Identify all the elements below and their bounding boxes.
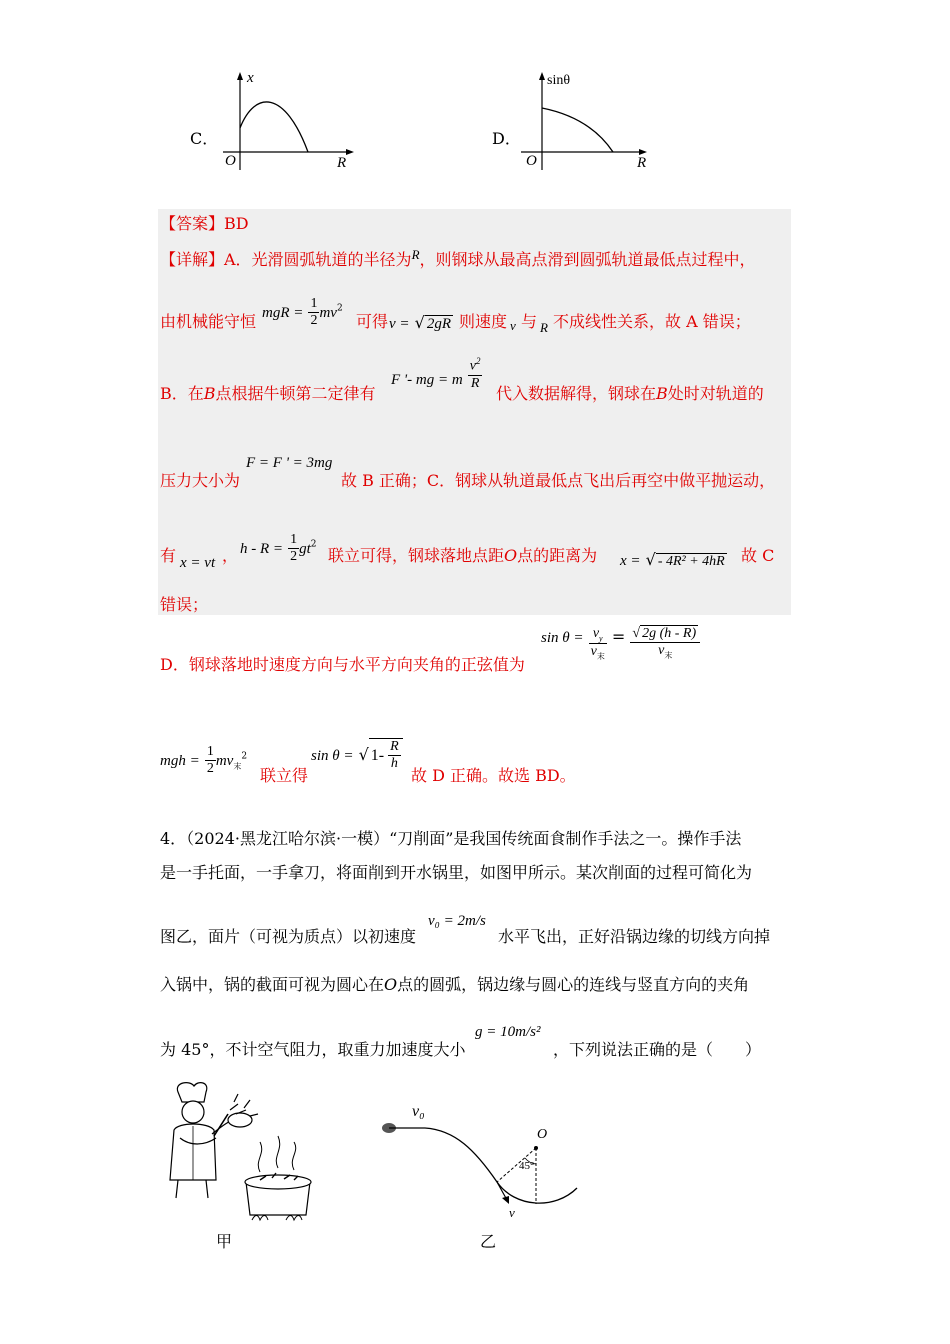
detail-line-1: 【详解】A．光滑圆弧轨道的半径为$^R$，则钢球从最高点滑到圆弧轨道最低点过程中， <box>160 247 756 269</box>
var-r: R <box>540 320 548 335</box>
detail-line-3a: B．在B点根据牛顿第二定律有 <box>160 384 376 403</box>
eq-horizontal: x = vt <box>180 555 216 571</box>
graph-d-y-label: sinθ <box>547 73 571 88</box>
trajectory-diagram <box>375 1100 585 1220</box>
eq-initial-velocity: v₀ = 2m/s <box>428 913 486 929</box>
question-line-3b: 水平飞出，正好沿锅边缘的切线方向掉 <box>498 927 771 946</box>
option-d-label: D． <box>492 129 521 148</box>
graph-d-x-label: R <box>637 155 647 171</box>
label-angle: 45° <box>519 1160 535 1172</box>
label-v0: v₀ <box>412 1103 425 1120</box>
graph-c-x-label: R <box>337 155 347 171</box>
question-line-2: 是一手托面，一手拿刀，将面削到开水锅里，如图甲所示。某次削面的过程可简化为 <box>160 863 753 882</box>
detail-line-2c: 则速度 <box>459 312 508 331</box>
question-line-1: 4．（2024·黑龙江哈尔滨·一模）“刀削面”是我国传统面食制作手法之一。操作手法 <box>160 829 742 848</box>
eq-distance: x = √ - 4R² + 4hR <box>620 550 725 569</box>
detail-line-2e: 不成线性关系，故 A 错误； <box>553 312 751 331</box>
detail-line-7: D．钢球落地时速度方向与水平方向夹角的正弦值为 <box>160 655 525 674</box>
eq-energy-2: mgh = $\frac{1}{2}$ $mv_末^2$ <box>160 744 248 776</box>
figure-yi-label: 乙 <box>480 1232 497 1251</box>
detail-line-2d: 与 <box>521 312 538 331</box>
option-c-label: C． <box>190 129 219 148</box>
detail-line-3b: 代入数据解得，钢球在B处时对轨道的 <box>496 384 764 403</box>
eq-gravity: g = 10m/s² <box>475 1024 541 1040</box>
question-line-3a: 图乙，面片（可视为质点）以初速度 <box>160 927 417 946</box>
detail-line-5c: 联立可得，钢球落地点距O点的距离为 <box>328 546 598 565</box>
detail-line-2a: 由机械能守恒 <box>160 312 257 331</box>
question-line-4: 入锅中，锅的截面可视为圆心在O点的圆弧，锅边缘与圆心的连线与竖直方向的夹角 <box>160 975 750 994</box>
figure-jia-label: 甲 <box>216 1232 233 1251</box>
eq-velocity: v = √ 2gR <box>389 313 451 332</box>
graph-c-y-label: x <box>247 70 254 86</box>
detail-line-5b: ， <box>222 546 239 565</box>
graph-d-origin: O <box>526 153 537 169</box>
var-v: v <box>510 318 516 333</box>
question-line-5b: ，下列说法正确的是（ ） <box>553 1040 762 1059</box>
graph-c-origin: O <box>225 153 236 169</box>
detail-line-5e: 故 C <box>741 546 775 565</box>
detail-line-2b: 可得 <box>356 312 389 331</box>
detail-line-8c: 故 D 正确。故选 BD。 <box>411 766 576 785</box>
eq-newton: F '- mg = m $\frac{v^2}{R}$ <box>391 356 481 391</box>
eq-sine: sin θ = $\frac{v_y}{v_末}$ = $\frac{√ 2g (h - R)}{v_末}$ <box>541 626 700 662</box>
graph-d <box>517 70 657 175</box>
eq-force: F = F ' = 3mg <box>246 455 333 471</box>
graph-c <box>215 70 355 175</box>
eq-vertical: h - R = $\frac{1}{2}$ $gt^2$ <box>240 532 317 564</box>
label-center-o: O <box>537 1127 548 1142</box>
eq-energy: mgR = $\frac{1}{2}$ $mv^2$ <box>262 296 343 328</box>
eq-sine-final: sin θ = √ 1- $\frac{R}{h}$ <box>311 738 403 772</box>
detail-line-5a: 有 <box>160 546 177 565</box>
answer-label: 【答案】BD <box>160 214 249 233</box>
detail-line-4b: 故 B 正确；C．钢球从轨道最低点飞出后再空中做平抛运动， <box>341 471 776 490</box>
detail-line-4a: 压力大小为 <box>160 471 241 490</box>
detail-line-8b: 联立得 <box>260 766 309 785</box>
label-velocity: v <box>509 1205 515 1220</box>
chef-illustration <box>160 1080 320 1230</box>
detail-line-6: 错误； <box>160 595 209 614</box>
question-line-5a: 为 45°，不计空气阻力，取重力加速度大小 <box>160 1040 466 1059</box>
